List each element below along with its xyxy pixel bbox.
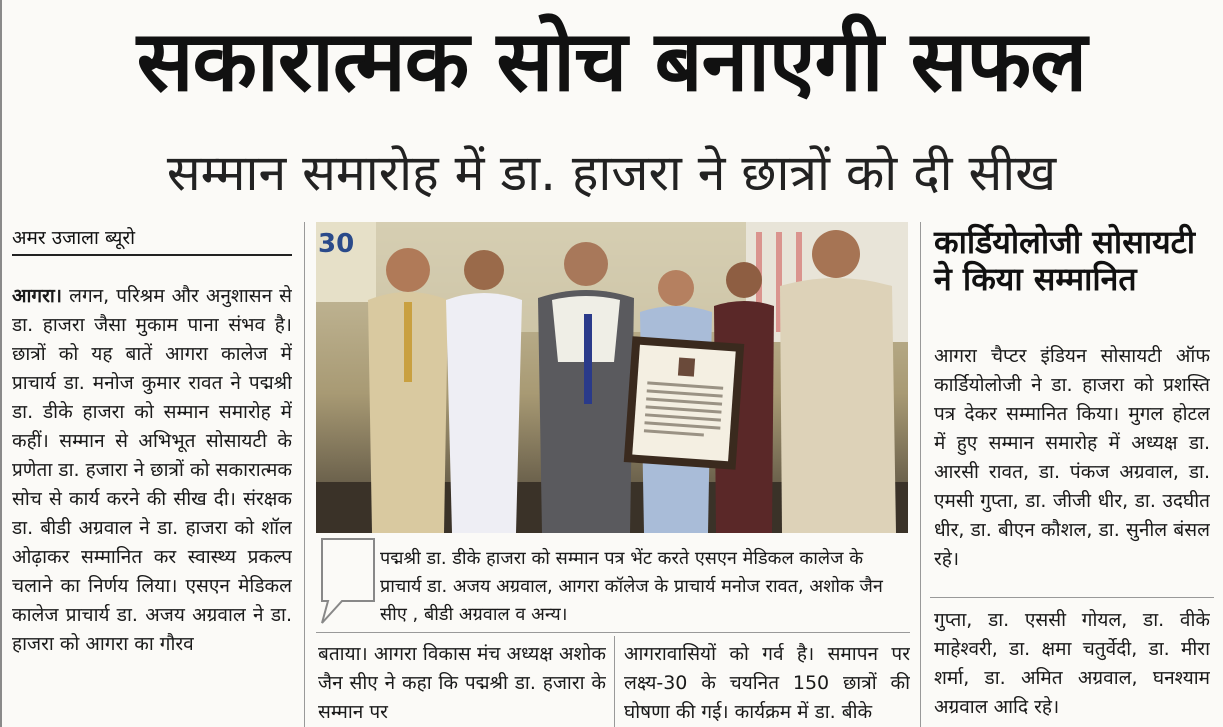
byline: अमर उजाला ब्यूरो [12, 222, 292, 256]
banner-number: 30 [318, 229, 355, 259]
headline: सकारात्मक सोच बनाएगी सफल [136, 12, 1087, 110]
left-column [12, 282, 292, 727]
mid-column-2: आगरावासियों को गर्व है। समापन पर लक्ष्य-30 के चयनित 150 छात्रों की घोषणा की गई। कार्यक्रम में डा. बीके [624, 643, 910, 723]
photo-caption: पद्मश्री डा. डीके हाजरा को सम्मान पत्र भेंट करते एसएन मेडिकल कालेज के प्राचार्य डा. अजय अग्रवाल, आगरा कॉलेज के प्राचार्य मनोज रावत, अशोक जैन सीए , बीडी अग्रवाल व अन्य। [380, 548, 883, 625]
quote-mark-icon [318, 535, 380, 627]
caption-rule [316, 632, 910, 633]
column-divider [920, 222, 921, 727]
side-story-headline: कार्डियोलोजी सोसायटी ने किया सम्मानित [934, 223, 1196, 298]
left-column-text: लगन, परिश्रम और अनुशासन से डा. हाजरा जैसा मुकाम पाना संभव है। छात्रों को यह बातें आगरा कालेज में प्राचार्य डा. मनोज कुमार रावत ने पद्मश्री डा. डीके हाजरा को सम्मान समारोह में कहीं। सम्मान से अभिभूत सोसायटी के प्रणेता डा. हजारा ने छात्रों को सकारात्मक सोच से कार्य करने की सीख दी। संरक्षक डा. बीडी अग्रवाल ने डा. हाजरा को शॉल ओढ़ाकर सम्मानित कर स्वास्थ्य प्रकल्प चलाने का निर्णय लिया। एसएन मेडिकल कालेज प्राचार्य डा. अजय अग्रवाल ने डा. हाजरा को आगरा का गौरव [12, 285, 292, 655]
news-photo [316, 222, 908, 533]
photo-illustration [316, 222, 908, 533]
mid-column-1: बताया। आगरा विकास मंच अध्यक्ष अशोक जैन सीए ने कहा कि पद्मश्री डा. हजारा के सम्मान पर [318, 643, 606, 723]
certificate-frame [624, 336, 745, 470]
right-column-continued: गुप्ता, डा. एससी गोयल, डा. वीके माहेश्वरी, डा. क्षमा चतुर्वेदी, डा. मीरा शर्मा, डा. अमित अग्रवाल, घनश्याम अग्रवाल आदि रहे। [934, 609, 1210, 718]
subheadline: सम्मान समारोह में डा. हाजरा ने छात्रों को दी सीख [166, 144, 1057, 202]
side-story-text: आगरा चैप्टर इंडियन सोसायटी ऑफ कार्डियोलोजी ने डा. हाजरा को प्रशस्ति पत्र देकर सम्मानित किया। मुगल होटल में हुए सम्मान समारोह में अध्यक्ष डा. आरसी रावत, डा. पंकज अग्रवाल, डा. एमसी गुप्ता, डा. जीजी धीर, डा. उदघीत धीर, डा. बीएन कौशल, डा. सुनील बंसल रहे। [934, 345, 1210, 570]
side-story-rule [930, 597, 1214, 598]
column-divider [304, 222, 305, 727]
column-divider [614, 636, 615, 727]
dateline-city: आगरा। [12, 285, 63, 307]
